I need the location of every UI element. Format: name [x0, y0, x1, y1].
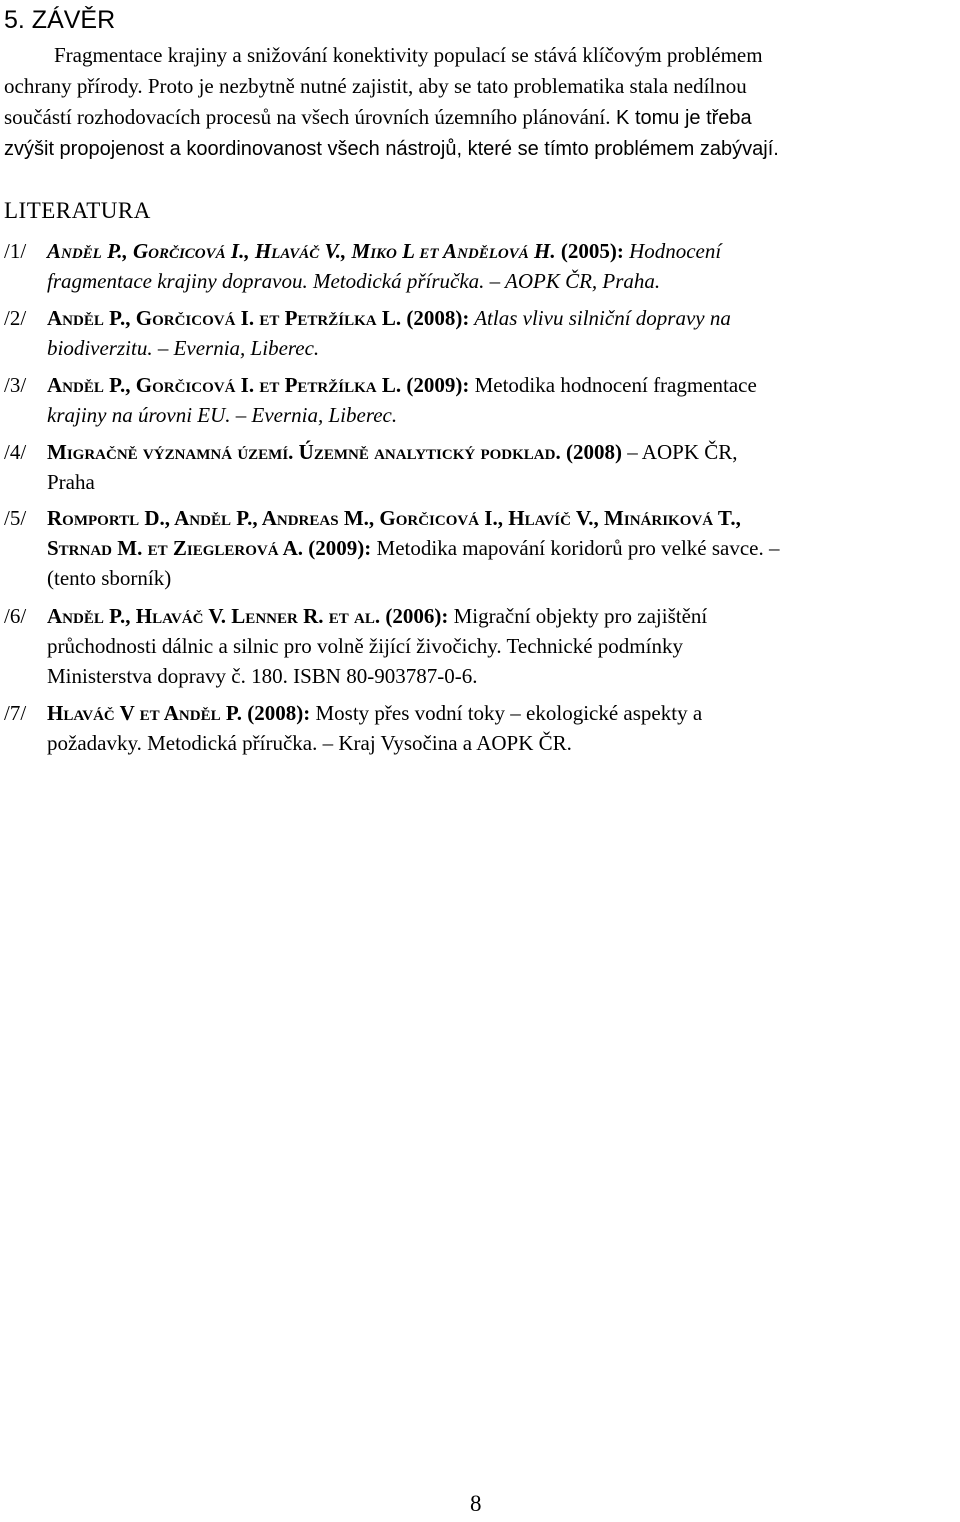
reference-publisher: – AOPK ČR,	[621, 440, 738, 464]
reference-authors: Strnad M. et Zieglerová A.	[47, 536, 304, 560]
reference-authors: Romportl D., Anděl P., Andreas M., Gorčicová I., Hlavíč V., Mináriková T.,	[47, 506, 741, 530]
reference-year: (2009):	[401, 373, 470, 397]
reference-body	[47, 236, 952, 296]
reference-line	[47, 698, 952, 728]
reference-number: /7/	[4, 701, 27, 725]
reference-title: Hodnocení	[623, 239, 722, 263]
reference-title: fragmentace krajiny dopravou. Metodická příručka.	[47, 269, 485, 293]
reference-title: Mosty přes vodní toky – ekologické aspekty a	[310, 701, 703, 725]
reference-title: Metodika hodnocení fragmentace	[469, 373, 757, 397]
reference-publisher: – Evernia, Liberec.	[230, 403, 398, 427]
reference-4	[4, 437, 954, 497]
reference-number: /4/	[4, 440, 27, 464]
reference-6	[4, 601, 954, 691]
reference-line	[47, 601, 952, 631]
page-number: 8	[470, 1491, 482, 1516]
reference-number: /3/	[4, 373, 27, 397]
reference-line	[47, 437, 952, 467]
conclusion-line: zvýšit propojenost a koordinovanost všech nástrojů, které se tímto problémem zabývají.	[4, 138, 779, 160]
reference-title: Migrační objekty pro zajištění	[448, 604, 708, 628]
reference-line	[47, 370, 952, 400]
reference-number: /5/	[4, 506, 27, 530]
conclusion-line: Fragmentace krajiny a snižování konektivity populací se stává klíčovým problémem	[54, 43, 763, 67]
reference-title: Atlas vlivu silniční dopravy na	[469, 306, 731, 330]
reference-line	[47, 503, 952, 533]
reference-authors: Anděl P., Gorčicová I. et Petržílka L.	[47, 306, 402, 330]
reference-authors: Anděl P., Gorčicová I. et Petržílka L.	[47, 373, 402, 397]
reference-authors: Anděl P., Hlaváč V. Lenner R. et al.	[47, 604, 381, 628]
reference-title: průchodnosti dálnic a silnic pro volně žijící živočichy. Technické podmínky	[47, 634, 683, 658]
section-heading: 5. ZÁVĚR	[4, 6, 116, 34]
reference-year: (2008):	[401, 306, 470, 330]
reference-authors: Hlaváč V et Anděl P.	[47, 701, 242, 725]
reference-body	[47, 303, 952, 363]
conclusion-text: K tomu je třeba	[610, 107, 752, 129]
reference-title: Metodika mapování koridorů pro velké savce. –	[371, 536, 780, 560]
reference-3	[4, 370, 954, 430]
reference-body	[47, 503, 952, 593]
reference-number: /2/	[4, 306, 27, 330]
reference-authors: Migračně významná území. Územně analytický podklad.	[47, 440, 561, 464]
reference-year: (2005):	[560, 239, 624, 263]
reference-body	[47, 370, 952, 430]
reference-line	[47, 236, 952, 266]
reference-line	[47, 563, 952, 593]
reference-publisher: – AOPK ČR, Praha.	[484, 269, 661, 293]
reference-publisher: – Evernia, Liberec.	[152, 336, 320, 360]
reference-line	[47, 661, 952, 691]
reference-5	[4, 503, 954, 593]
reference-title: krajiny na úrovni EU.	[47, 403, 231, 427]
conclusion-paragraph	[4, 40, 958, 165]
reference-title: biodiverzitu.	[47, 336, 153, 360]
reference-note: (tento sborník)	[47, 566, 172, 590]
reference-line	[47, 400, 952, 430]
reference-year: (2006):	[380, 604, 449, 628]
reference-authors: Anděl P., Gorčicová I., Hlaváč V., Miko L et Andělová H.	[47, 239, 556, 263]
reference-line	[47, 631, 952, 661]
conclusion-line	[4, 102, 958, 134]
conclusion-text: součástí rozhodovacích procesů na všech úrovních územního plánování.	[4, 105, 611, 129]
reference-body	[47, 601, 952, 691]
reference-line	[47, 467, 952, 497]
conclusion-line: ochrany přírody. Proto je nezbytně nutné zajistit, aby se tato problematika stala nedílnou	[4, 74, 747, 98]
reference-1	[4, 236, 954, 296]
reference-year: (2008)	[560, 440, 622, 464]
reference-2	[4, 303, 954, 363]
reference-year: (2009):	[303, 536, 372, 560]
reference-publisher: Praha	[47, 470, 95, 494]
reference-line	[47, 303, 952, 333]
reference-body	[47, 437, 952, 497]
reference-line	[47, 533, 952, 563]
reference-title: požadavky. Metodická příručka. – Kraj Vysočina a AOPK ČR.	[47, 731, 572, 755]
reference-line	[47, 728, 952, 758]
reference-line	[47, 333, 952, 363]
reference-title: Ministerstva dopravy č. 180. ISBN 80-903787-0-6.	[47, 664, 478, 688]
reference-7	[4, 698, 954, 758]
reference-year: (2008):	[241, 701, 311, 725]
literature-heading: LITERATURA	[4, 198, 151, 223]
reference-body	[47, 698, 952, 758]
reference-line	[47, 266, 952, 296]
reference-number: /1/	[4, 239, 27, 263]
reference-number: /6/	[4, 604, 27, 628]
